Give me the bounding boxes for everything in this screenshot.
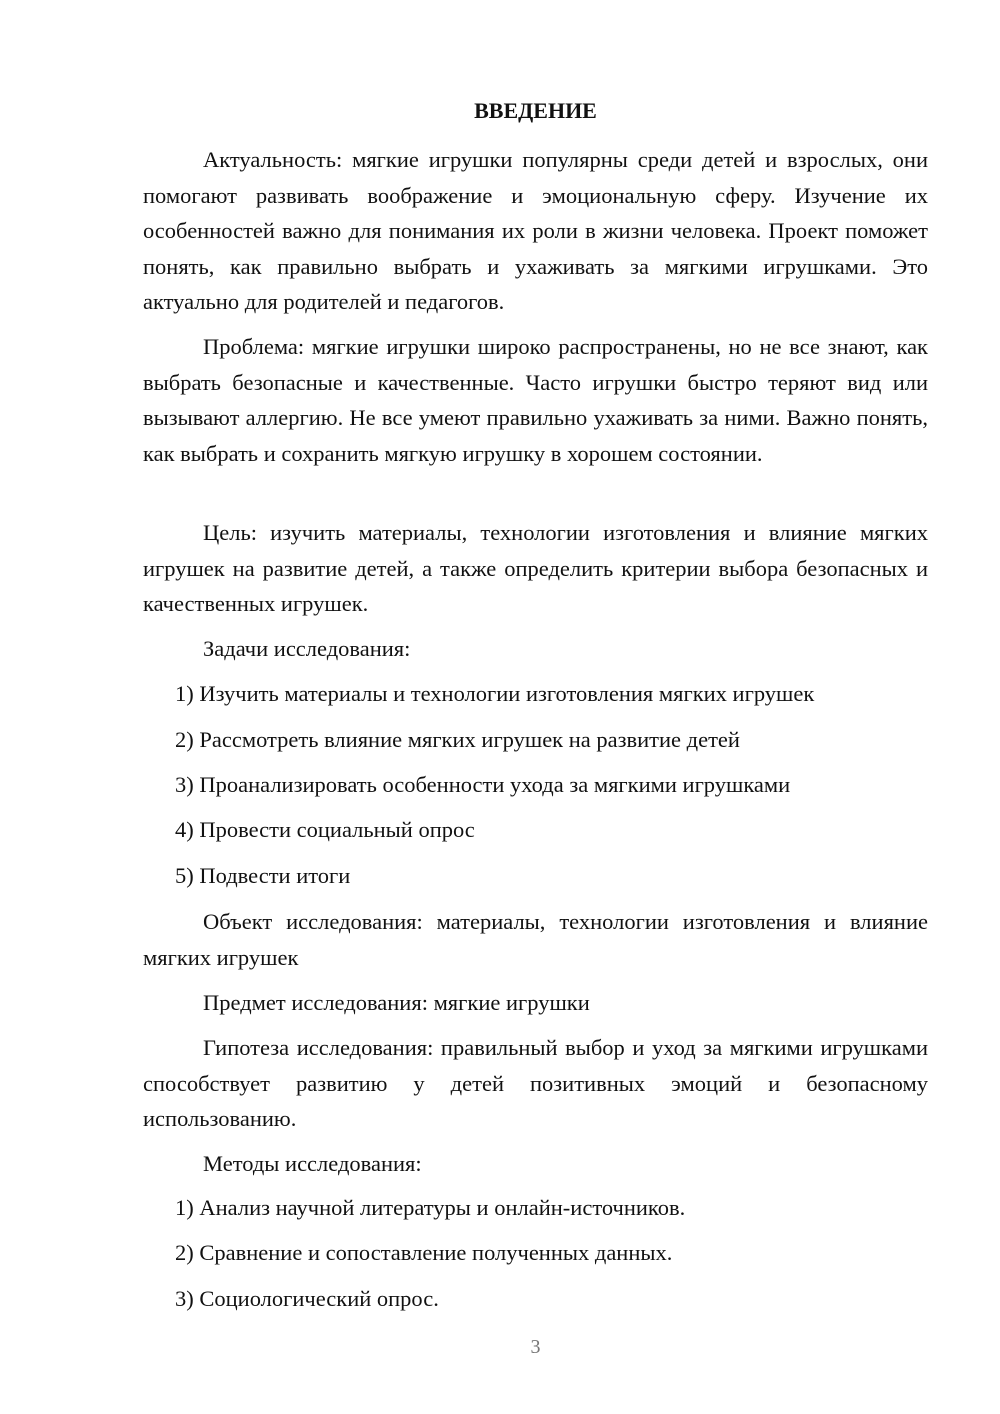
hypothesis-paragraph: Гипотеза исследования: правильный выбор и уход за мягкими игрушками способствует развитию у детей позитивных эмоций и безопасному использованию. xyxy=(143,1035,928,1131)
object-paragraph: Объект исследования: материалы, технологии изготовления и влияние мягких игрушек xyxy=(143,909,928,970)
tasks-title: Задачи исследования: xyxy=(203,636,411,661)
goal-paragraph: Цель: изучить материалы, технологии изготовления и влияние мягких игрушек на развитие детей, а также определить критерии выбора безопасных и качественных игрушек. xyxy=(143,520,928,616)
method-item-1: 1) Анализ научной литературы и онлайн-источников. xyxy=(175,1195,686,1220)
methods-title: Методы исследования: xyxy=(203,1151,422,1176)
task-item-4: 4) Провести социальный опрос xyxy=(175,817,475,842)
task-item-1: 1) Изучить материалы и технологии изготовления мягких игрушек xyxy=(175,681,815,706)
method-item-3: 3) Социологический опрос. xyxy=(175,1286,439,1311)
task-item-3: 3) Проанализировать особенности ухода за мягкими игрушками xyxy=(175,772,791,797)
page-number: 3 xyxy=(530,1336,541,1358)
task-item-2: 2) Рассмотреть влияние мягких игрушек на развитие детей xyxy=(175,727,740,752)
task-item-5: 5) Подвести итоги xyxy=(175,863,351,888)
relevance-paragraph: Актуальность: мягкие игрушки популярны среди детей и взрослых, они помогают развивать воображение и эмоциональную сферу. Изучение их особенностей важно для понимания их роли в жизни человека. Проект поможет понять, как правильно выбрать и ухаживать за мягкими игрушками. Это актуально для родителей и педагогов. xyxy=(143,147,928,314)
method-item-2: 2) Сравнение и сопоставление полученных данных. xyxy=(175,1240,673,1265)
section-heading: ВВЕДЕНИЕ xyxy=(474,98,597,123)
subject-paragraph: Предмет исследования: мягкие игрушки xyxy=(203,990,590,1015)
problem-paragraph: Проблема: мягкие игрушки широко распространены, но не все знают, как выбрать безопасные и качественные. Часто игрушки быстро теряют вид или вызывают аллергию. Не все умеют правильно ухаживать за ними. Важно понять, как выбрать и сохранить мягкую игрушку в хорошем состоянии. xyxy=(143,334,928,466)
